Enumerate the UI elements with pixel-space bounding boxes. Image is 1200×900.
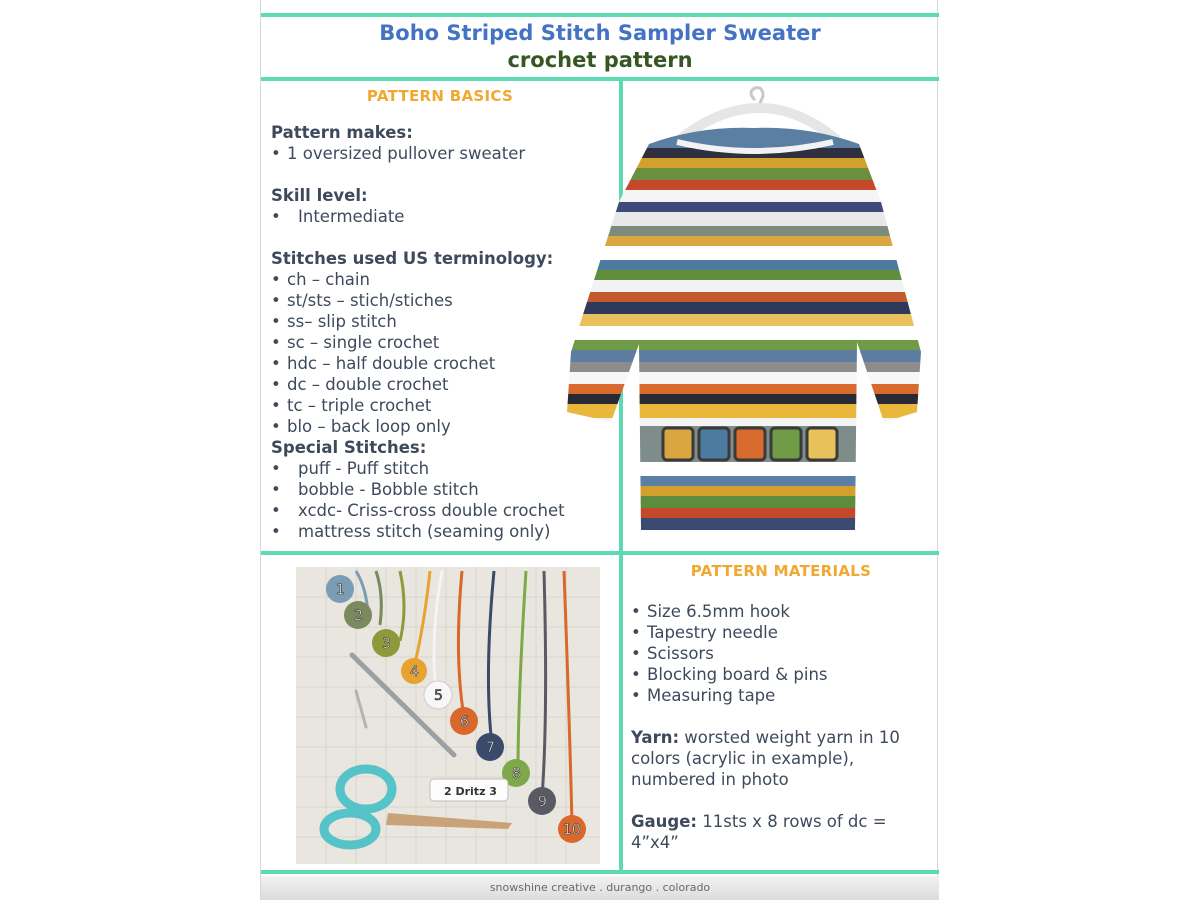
skill-value: Intermediate (298, 207, 405, 226)
special-item: xcdc- Criss-cross double crochet (298, 501, 565, 520)
bullet: • (631, 686, 641, 705)
bullet: • (271, 396, 281, 415)
skill-label: Skill level: (271, 186, 368, 205)
list-item (631, 664, 931, 685)
list-item (631, 601, 931, 622)
materials-list (631, 601, 931, 853)
stitches-label: Stitches used US terminology: (271, 249, 554, 268)
stitch-item: dc – double crochet (287, 375, 449, 394)
yarn-number: 7 (486, 740, 495, 756)
list-item (631, 643, 931, 664)
gauge-text: 11sts x 8 rows of dc = 4”x4” (631, 812, 887, 852)
yarn-number: 8 (512, 766, 521, 782)
yarn-description (631, 727, 931, 790)
gauge-label: Gauge: (631, 812, 698, 831)
yarn-number: 10 (563, 822, 581, 838)
basics-heading: PATTERN BASICS (366, 87, 514, 105)
pattern-title: Boho Striped Stitch Sampler Sweater (379, 21, 821, 45)
top-rule (261, 13, 939, 17)
stitch-item: st/sts – stich/stiches (287, 291, 453, 310)
material-item: Tapestry needle (647, 623, 778, 642)
gauge-description (631, 811, 931, 853)
footer: snowshine creative . durango . colorado (261, 876, 939, 900)
bullet: • (271, 522, 281, 541)
special-item: puff - Puff stitch (298, 459, 430, 478)
material-item: Scissors (647, 644, 714, 663)
bullet: • (271, 459, 281, 478)
makes-label: Pattern makes: (271, 123, 413, 142)
bullet: • (631, 665, 641, 684)
bullet: • (271, 207, 281, 226)
stitch-item: blo – back loop only (287, 417, 451, 436)
bullet: • (271, 480, 281, 499)
pattern-page (260, 0, 938, 900)
yarn-label: Yarn: (631, 728, 680, 747)
makes-value: 1 oversized pullover sweater (287, 144, 526, 163)
special-item: bobble - Bobble stitch (298, 480, 479, 499)
stitch-item: ss– slip stitch (287, 312, 397, 331)
yarn-image (296, 567, 600, 864)
stitch-item: ch – chain (287, 270, 370, 289)
yarn-number: 5 (434, 688, 443, 704)
stitch-item: tc – triple crochet (287, 396, 432, 415)
materials-heading: PATTERN MATERIALS (690, 562, 872, 580)
bullet: • (631, 623, 641, 642)
bullet: • (271, 375, 281, 394)
list-item (631, 685, 931, 706)
pattern-subtitle: crochet pattern (507, 48, 693, 72)
bullet: • (271, 291, 281, 310)
yarn-number: 3 (382, 636, 391, 652)
bullet: • (271, 144, 281, 163)
bullet: • (271, 270, 281, 289)
tape-label: 2 Dritz 3 (444, 785, 497, 798)
yarn-number: 6 (460, 714, 469, 730)
bullet: • (271, 333, 281, 352)
stitch-item: hdc – half double crochet (287, 354, 496, 373)
bottom-rule (261, 870, 939, 874)
bullet: • (271, 312, 281, 331)
sweater-image (559, 82, 937, 542)
bullet: • (271, 501, 281, 520)
bullet: • (271, 354, 281, 373)
bullet: • (631, 644, 641, 663)
yarn-photo (296, 567, 600, 864)
material-item: Measuring tape (647, 686, 776, 705)
yarn-number: 1 (336, 582, 345, 598)
yarn-number: 2 (354, 608, 363, 624)
bullet: • (631, 602, 641, 621)
yarn-number: 4 (410, 664, 419, 680)
list-item (631, 622, 931, 643)
yarn-number: 9 (538, 794, 547, 810)
yarn-text: worsted weight yarn in 10 colors (acrylic in example), numbered in photo (631, 728, 900, 789)
middle-rule (261, 551, 939, 555)
material-item: Size 6.5mm hook (647, 602, 790, 621)
sweater-photo (559, 82, 937, 542)
special-label: Special Stitches: (271, 438, 427, 457)
material-item: Blocking board & pins (647, 665, 828, 684)
special-item: mattress stitch (seaming only) (298, 522, 551, 541)
header-rule (261, 77, 939, 81)
stitch-item: sc – single crochet (287, 333, 440, 352)
bullet: • (271, 417, 281, 436)
